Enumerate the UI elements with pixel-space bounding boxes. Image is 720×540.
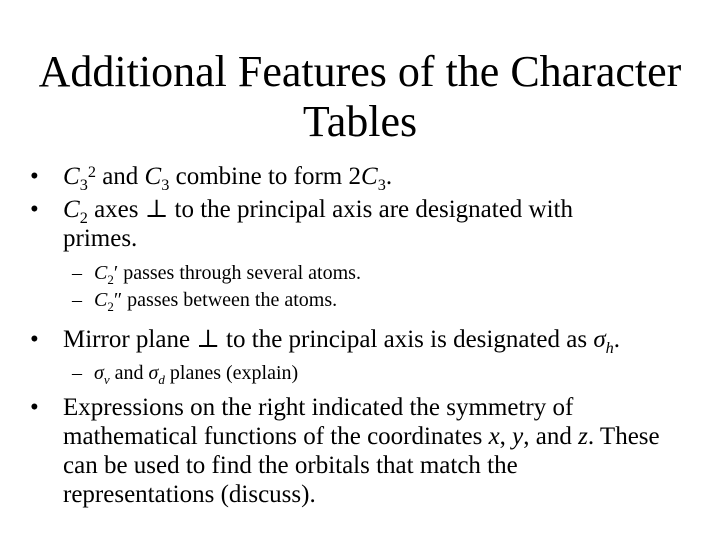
bullet-marker: • [30, 326, 39, 353]
bullet-marker: • [30, 196, 39, 223]
sub-bullet-item [72, 288, 692, 312]
bullet-item [30, 162, 690, 194]
text-run: 2 [107, 298, 114, 314]
sub-bullet-text: $C_2''$ passes between the atoms. [94, 289, 338, 314]
text-run: 3 [161, 175, 170, 194]
text-run: y [512, 423, 524, 450]
text-run: C [63, 196, 80, 223]
sub-bullet-text: $C_2'$ passes through several atoms. [94, 262, 361, 287]
sub-bullet-marker: – [72, 289, 82, 311]
text-run: σ [593, 326, 606, 353]
text-run: C [94, 262, 108, 284]
bullet-item [30, 325, 690, 357]
bullet-text: $C_2$ axes ⊥ to the principal axis are designated with primes. [63, 196, 573, 252]
text-run: z [578, 423, 588, 450]
text-run: d [158, 371, 165, 387]
bullet-marker: • [30, 394, 39, 421]
bullet-marker: • [30, 163, 39, 190]
sub-bullet-item [72, 361, 692, 385]
text-run: 2 [107, 271, 114, 287]
slide-title: Additional Features of the Character Tables [38, 47, 682, 146]
text-run: x [488, 423, 500, 450]
text-run: 2 [79, 208, 88, 227]
bullet-item [30, 393, 690, 509]
bullet-text: Mirror plane ⊥ to the principal axis is designated as $\sigma_h$. [63, 326, 621, 357]
sub-bullet-marker: – [72, 262, 82, 284]
sub-bullet-marker: – [72, 362, 82, 384]
text-run: σ [94, 362, 104, 384]
text-run: v [103, 371, 110, 387]
bullet-text: Expressions on the right indicated the symmetry of mathematical functions of the coordinates x, y, and z. These can be used to find the orbitals that match the representations (discuss). [63, 394, 660, 508]
text-run: 3 [79, 175, 88, 194]
bullet-text: $C_3^2$ and $C_3$ combine to form $2C_3$. [63, 162, 393, 194]
text-run: 2 [87, 162, 96, 181]
sub-bullet-item [72, 261, 692, 285]
text-run: C [94, 289, 108, 311]
bullet-item [30, 195, 690, 253]
text-run: C [63, 163, 80, 190]
text-run: σ [148, 362, 159, 384]
text-run: C [361, 163, 378, 190]
text-run: 3 [377, 175, 386, 194]
text-run: h [605, 338, 614, 357]
text-run: C [144, 163, 162, 190]
sub-bullet-text: $\sigma_v$ and $\sigma_d$ planes (explain) [94, 362, 299, 387]
